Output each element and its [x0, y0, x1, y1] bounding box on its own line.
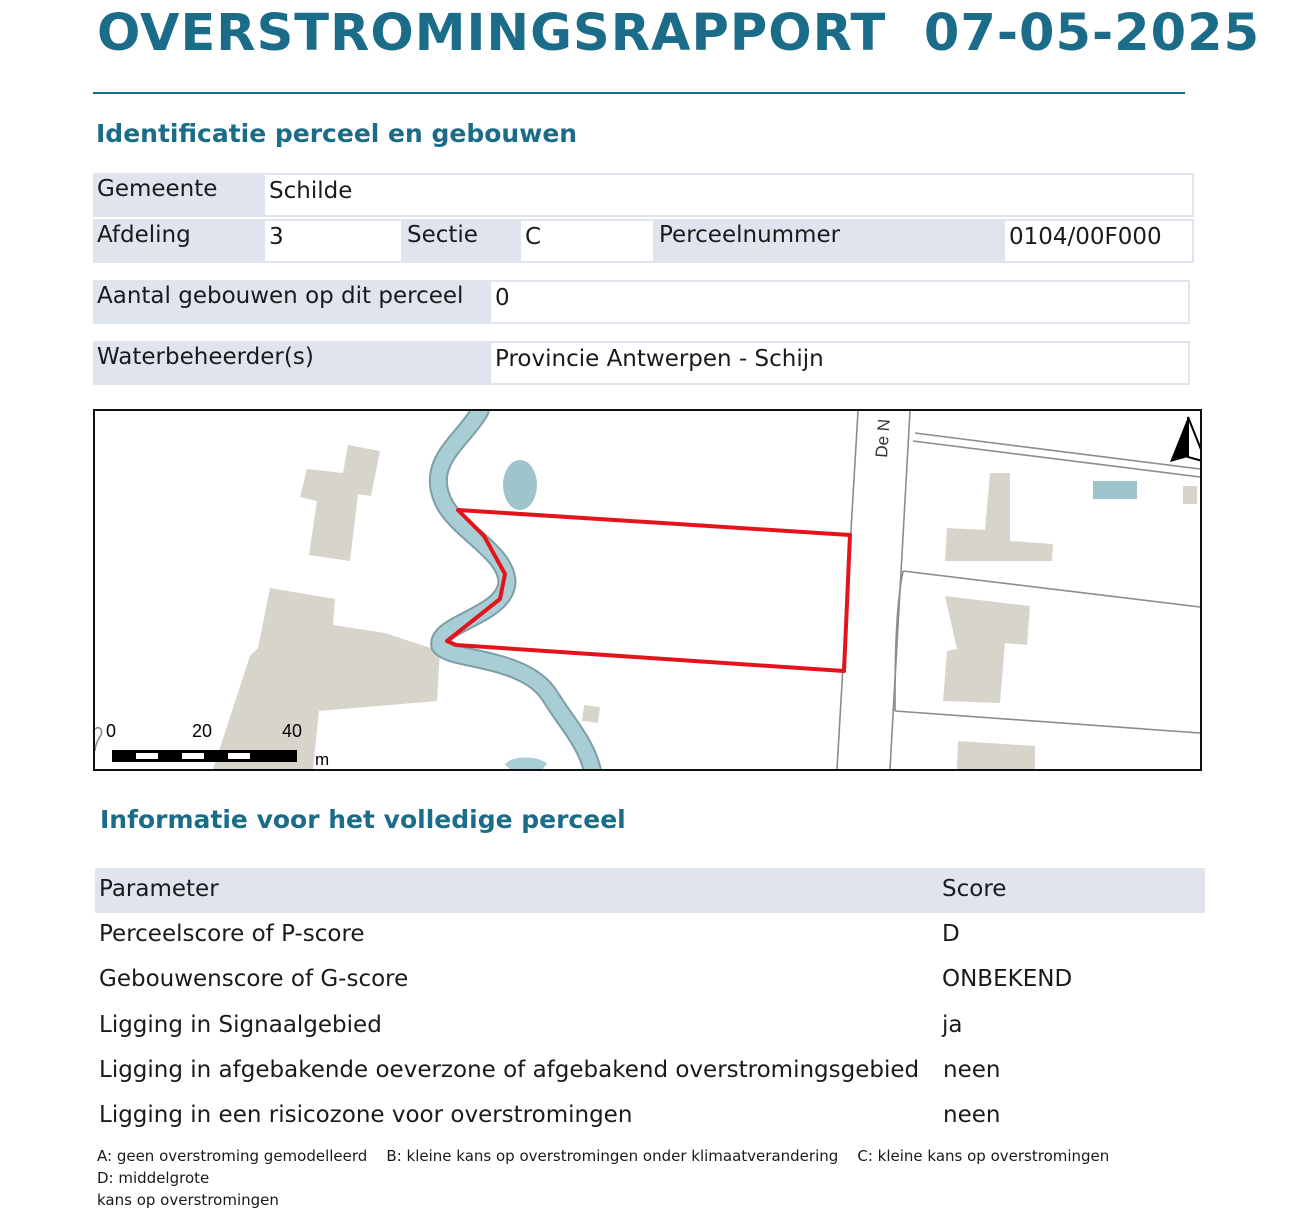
afdeling-label: Afdeling [93, 219, 263, 263]
report-title-text: OVERSTROMINGSRAPPORT [97, 4, 887, 63]
building [213, 588, 440, 769]
row-score: ja [942, 1012, 963, 1038]
row-parameter: Ligging in afgebakende oeverzone of afgebakend overstromingsgebied [99, 1057, 920, 1083]
scalebar-unit: m [315, 750, 330, 769]
water-body [1093, 481, 1137, 499]
row-parameter: Ligging in een risicozone voor overstromingen [99, 1102, 633, 1128]
info-table-header [95, 868, 1205, 913]
row-parameter: Perceelscore of P-score [99, 921, 365, 947]
report-title [97, 4, 1260, 63]
legend-a: A: geen overstroming gemodelleerd [97, 1147, 368, 1165]
gebouwen-label: Aantal gebouwen op dit perceel [93, 280, 489, 324]
perceelnummer-value: 0104/00F000 [1003, 219, 1194, 263]
info-heading: Informatie voor het volledige perceel [100, 805, 626, 834]
title-divider [93, 92, 1185, 94]
header-score: Score [942, 876, 1007, 902]
score-legend [97, 1145, 1207, 1211]
street-label: De N [872, 418, 894, 459]
report-date: 07-05-2025 [923, 4, 1261, 63]
table-row [95, 1094, 1205, 1139]
waterbeheerder-value: Provincie Antwerpen - Schijn [489, 341, 1190, 385]
gemeente-label: Gemeente [93, 173, 263, 217]
building [300, 445, 380, 561]
building [957, 741, 1035, 769]
legend-d-continued: kans op overstromingen [97, 1191, 279, 1209]
map-buildings [213, 445, 1197, 769]
table-row [95, 1004, 1205, 1049]
gebouwen-value: 0 [489, 280, 1190, 324]
sectie-label: Sectie [403, 219, 519, 263]
row-parameter: Gebouwenscore of G-score [99, 966, 409, 992]
sectie-value: C [519, 219, 655, 263]
afdeling-value: 3 [263, 219, 403, 263]
table-row [95, 958, 1205, 1003]
building [945, 473, 1053, 561]
legend-b: B: kleine kans op overstromingen onder klimaatverandering [386, 1147, 839, 1165]
header-parameter: Parameter [99, 876, 219, 902]
row-score: D [942, 921, 960, 947]
north-arrow-icon [1170, 417, 1200, 462]
gemeente-value: Schilde [263, 173, 1194, 217]
scalebar-tick-40: 40 [282, 721, 303, 741]
parcel-map [93, 409, 1202, 771]
map-water [503, 460, 1137, 510]
building [943, 596, 1030, 703]
legend-c: C: kleine kans op overstromingen [857, 1147, 1110, 1165]
row-score: ONBEKEND [942, 966, 1073, 992]
waterbeheerder-label: Waterbeheerder(s) [93, 341, 489, 385]
building [582, 705, 600, 723]
scalebar-tick-0: 0 [106, 721, 117, 741]
stream-bottom [510, 765, 543, 770]
building [1183, 486, 1197, 504]
table-row [95, 1049, 1205, 1094]
identification-heading: Identificatie perceel en gebouwen [96, 119, 578, 148]
scalebar-tick-20: 20 [192, 721, 213, 741]
legend-d: D: middelgrote [97, 1169, 210, 1187]
row-parameter: Ligging in Signaalgebied [99, 1012, 382, 1038]
pond [503, 460, 537, 510]
row-score: neen [943, 1057, 1001, 1083]
row-score: neen [943, 1102, 1001, 1128]
perceelnummer-label: Perceelnummer [655, 219, 1003, 263]
table-row [95, 913, 1205, 958]
